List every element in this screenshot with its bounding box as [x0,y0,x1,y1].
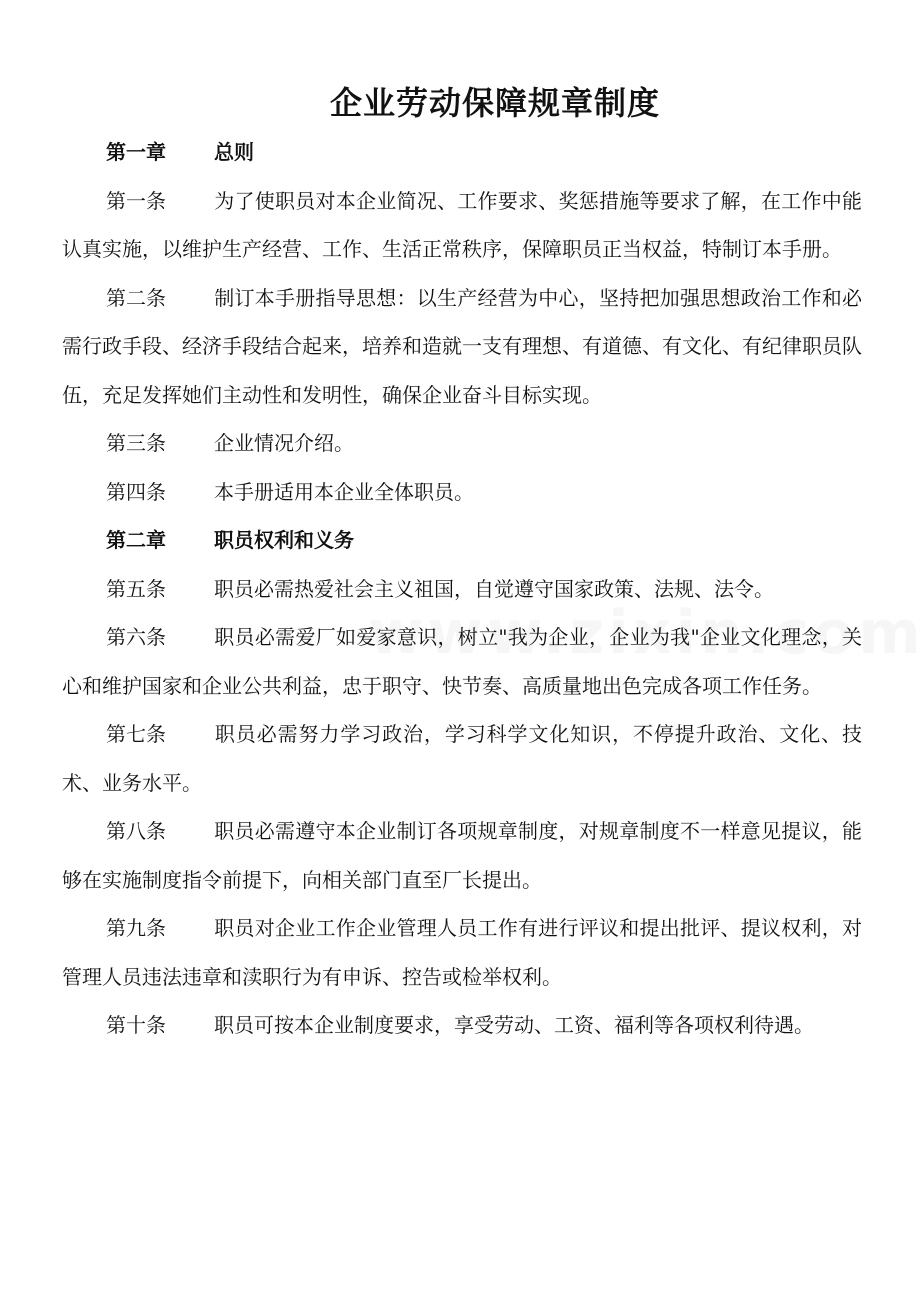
article [62,904,862,1001]
article-text: 职员必需遵守本企业制订各项规章制度，对规章制度不一样意见提议，能够在实施制度指令前提下，向相关部门直至厂长提出。 [62,819,862,892]
article-label: 第三条 [106,431,166,455]
chapter-label: 第一章 [106,140,166,164]
article-label: 第五条 [106,576,166,601]
chapter-title: 职员权利和义务 [214,528,354,552]
article-text: 职员可按本企业制度要求，享受劳动、工资、福利等各项权利待遇。 [214,1013,814,1037]
article [62,274,862,420]
chapter-heading [62,128,862,177]
article-text: 职员必需热爱社会主义祖国，自觉遵守国家政策、法规、法令。 [214,576,774,601]
article-text: 制订本手册指导思想：以生产经营为中心，坚持把加强思想政治工作和必需行政手段、经济手段结合起来，培养和造就一支有理想、有道德、有文化、有纪律职员队伍，充足发挥她们主动性和发明性，确保企业奋斗目标实现。 [62,285,862,407]
article-text: 职员必需努力学习政治，学习科学文化知识，不停提升政治、文化、技术、业务水平。 [62,722,862,795]
article [62,613,862,710]
article-label: 第四条 [106,479,166,504]
article-text: 职员对企业工作企业管理人员工作有进行评议和提出批评、提议权利，对管理人员违法违章和渎职行为有申诉、控告或检举权利。 [62,916,862,989]
article-text: 职员必需爱厂如爱家意识，树立"我为企业，企业为我"企业文化理念，关心和维护国家和企业公共利益，忠于职守、快节奏、高质量地出色完成各项工作任务。 [62,625,862,698]
article-label: 第六条 [106,625,166,649]
article-label: 第九条 [106,916,166,940]
article-label: 第八条 [106,819,166,843]
article-label: 第十条 [106,1013,166,1037]
article-label: 第七条 [106,722,166,746]
article [62,807,862,904]
chapter-title: 总则 [214,140,254,164]
article [62,710,862,807]
article [62,177,862,274]
article [62,419,862,468]
article-text: 企业情况介绍。 [214,431,354,455]
article [62,468,862,517]
document-body [62,128,862,1050]
document-title-text: 企业劳动保障规章制度 [329,84,660,122]
article-label: 第一条 [106,188,166,213]
article-text: 为了使职员对本企业简况、工作要求、奖惩措施等要求了解，在工作中能认真实施，以维护生产经营、工作、生活正常秩序，保障职员正当权益，特制订本手册。 [62,188,862,261]
article-text: 本手册适用本企业全体职员。 [214,479,474,504]
chapter-label: 第二章 [106,528,166,552]
chapter-heading [62,516,862,565]
article [62,1001,862,1050]
document-title [0,78,920,124]
article [62,565,862,614]
article-label: 第二条 [106,285,166,310]
